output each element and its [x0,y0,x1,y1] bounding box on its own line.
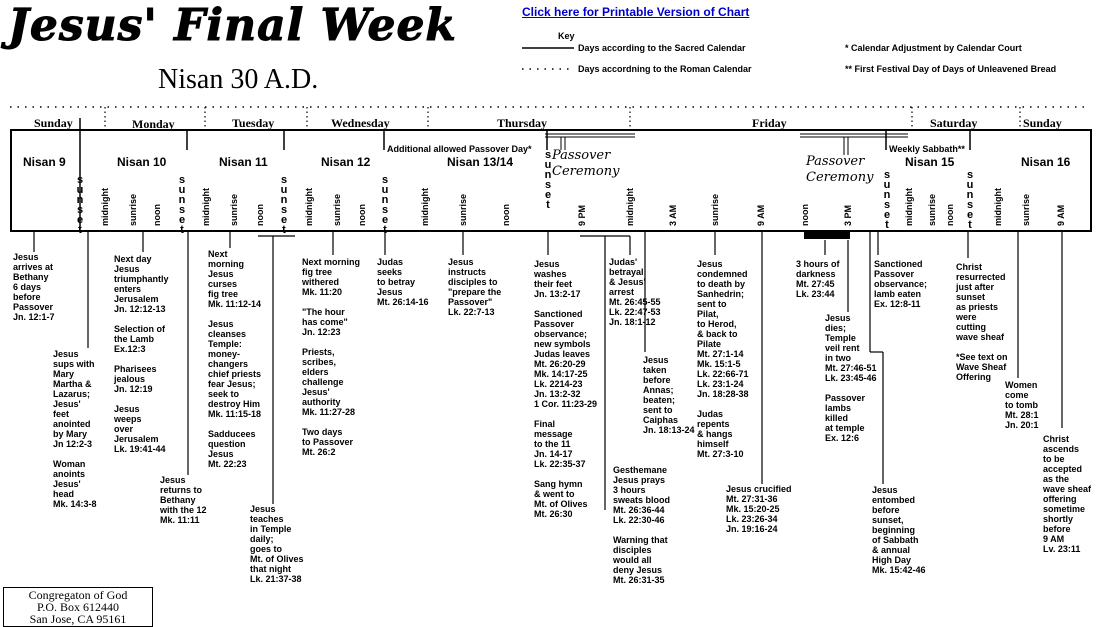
additional-passover-note: Additional allowed Passover Day* [387,144,532,154]
noon-label: noon [255,204,265,226]
event-jesus-dies: Jesus dies; Temple veil rent in two Mt. 27:46-51 Lk. 23:45-46 Passover lambs killed at temple Ex. 12:6 [825,313,877,443]
event-prepare-passover: Jesus instructs disciples to "prepare the Passover" Lk. 22:7-13 [448,257,502,317]
noon-label: noon [501,204,511,226]
key-note-calendar-court: * Calendar Adjustment by Calendar Court [845,43,1022,53]
roman-day: Friday [752,116,787,130]
sunrise-label: sunrise [1021,193,1031,226]
page-subtitle: Nisan 30 A.D. [158,64,319,95]
nisan-day: Nisan 16 [1021,155,1071,169]
3am-label: 3 AM [668,204,678,226]
event-judas-betrayal: Judas' betrayal & Jesus' arrest Mt. 26:45-55 Lk. 22:47-53 Jn. 18:1-12 [609,257,661,327]
event-washes-feet: Jesus washes their feet Jn. 13:2-17 Sanctioned Passover observance; new symbols Judas leaves Mt. 26:20-29 Mk. 14:17-25 Lk. 2214-23 Jn. 13:2-32 1 Cor. 11:23-29 Final message to the 11 Jn. 14-17 Lk. 22:35-37 Sang hymn & went to Mt. of Olives Mt. 26:30 [534,259,598,519]
midnight-label: midnight [904,188,914,226]
key-sacred-label: Days according to the Sacred Calendar [578,43,746,53]
event-teaches-temple: Jesus teaches in Temple daily; goes to Mt. of Olives that night Lk. 21:37-38 [250,504,304,584]
sunrise-label: sunrise [458,193,468,226]
passover-ceremony-label: Passover Ceremony [552,148,620,179]
nisan-day: Nisan 9 [23,155,66,169]
sunset-label: s u n s e t [381,174,389,236]
event-ascends: Christ ascends to be accepted as the wave sheaf offering sometime shortly before 9 AM Lv. 23:11 [1043,434,1092,554]
roman-day: Saturday [930,116,978,130]
sunset-label: s u n s e t [883,169,891,231]
roman-day: Sunday [34,116,73,130]
midnight-label: midnight [304,188,314,226]
sunset-label: s u n s e t [280,174,288,236]
midnight-label: midnight [201,188,211,226]
nisan-day: Nisan 13/14 [447,155,514,169]
9am-label: 9 AM [756,204,766,226]
sunrise-label: sunrise [128,193,138,226]
noon-label: noon [357,204,367,226]
event-crucified: Jesus crucified Mt. 27:31-36 Mk. 15:20-25 Lk. 23:26-34 Jn. 19:16-24 [726,484,792,534]
sunset-label: s u n s e t [966,169,974,231]
event-returns-bethany: Jesus returns to Bethany with the 12 Mk. 11:11 [160,475,207,525]
sunset-label: s u n s e t [544,149,552,211]
event-darkness: 3 hours of darkness Mt. 27:45 Lk. 23:44 [796,259,840,299]
nisan-day: Nisan 15 [905,155,955,169]
9pm-label: 9 PM [577,204,587,226]
nisan-day: Nisan 10 [117,155,167,169]
midnight-label: midnight [625,188,635,226]
address-box: Congregaton of God P.O. Box 612440 San Jose, CA 95161 [3,587,153,627]
roman-day: Monday [132,117,175,131]
key-roman-label: Days accordning to the Roman Calendar [578,64,752,74]
noon-label: noon [945,204,955,226]
page-title: Jesus' Final Week [8,0,457,51]
nisan-day: Nisan 11 [219,155,268,169]
event-arrives-bethany: Jesus arrives at Bethany 6 days before Passover Jn. 12:1-7 [13,252,55,322]
midnight-label: midnight [100,188,110,226]
sunrise-label: sunrise [710,193,720,226]
sunrise-label: sunrise [927,193,937,226]
roman-day: Wednesday [331,116,390,130]
sunset-label: s u n s e t [76,174,84,236]
event-fig-tree-withered: Next morning fig tree withered Mk. 11:20 "The hour has come" Jn. 12:23 Priests, scribes, elders challenge Jesus' authority Mk. 11:27-28 Two days to Passover Mt. 26:2 [302,257,361,457]
sunrise-label: sunrise [332,193,342,226]
passover-ceremony-label: Passover Ceremony [806,154,874,185]
event-anointing: Jesus sups with Mary Martha & Lazarus; Jesus' feet anointed by Mary Jn 12:2-3 Woman anoints Jesus' head Mk. 14:3-8 [53,349,97,509]
midnight-label: midnight [993,188,1003,226]
roman-day: Tuesday [232,116,275,130]
event-curses-fig-tree: Next morning Jesus curses fig tree Mk. 11:12-14 Jesus cleanses Temple: money- changers chief priests fear Jesus; seek to destroy Him Mk. 11:15-18 Sadducees question Jesus Mt. 22:23 [208,249,262,469]
sunrise-label: sunrise [229,193,239,226]
3pm-label: 3 PM [843,204,853,226]
event-gethsemane: Gesthemane Jesus prays 3 hours sweats blood Mt. 26:36-44 Lk. 22:30-46 Warning that disciples would all deny Jesus Mt. 26:31-35 [613,465,671,585]
event-lamb-eaten: Sanctioned Passover observance; lamb eaten Ex. 12:8-11 [874,259,928,309]
event-before-annas: Jesus taken before Annas; beaten; sent to Caiphas Jn. 18:13-24 [643,355,695,435]
noon-label: noon [800,204,810,226]
event-triumphal-entry: Next day Jesus triumphantly enters Jerusalem Jn. 12:12-13 Selection of the Lamb Ex.12:3 Pharisees jealous Jn. 12:19 Jesus weeps over Jerusalem Lk. 19:41-44 [114,254,169,454]
event-resurrected: Christ resurrected just after sunset as priests were cutting wave sheaf *See text on Wave Sheaf Offering [956,262,1008,382]
event-entombed: Jesus entombed before sunset, beginning of Sabbath & annual High Day Mk. 15:42-46 [872,485,926,575]
weekly-sabbath-note: Weekly Sabbath** [889,144,965,154]
printable-version-link[interactable]: Click here for Printable Version of Chart [522,5,750,19]
roman-day: Sunday [1023,116,1062,130]
event-condemned: Jesus condemned to death by Sanhedrin; sent to Pilat, to Herod, & back to Pilate Mt. 27:1-14 Mk. 15:1-5 Lk. 22:66-71 Lk. 23:1-24 Jn. 18:28-38 Judas repents & hangs himself Mt. 27:3-10 [697,259,749,459]
roman-day: Thursday [497,116,548,130]
sunset-label: s u n s e t [178,174,186,236]
nisan-day: Nisan 12 [321,155,371,169]
key-note-festival-day: ** First Festival Day of Days of Unleavened Bread [845,64,1057,74]
noon-label: noon [152,204,162,226]
event-women-tomb: Women come to tomb Mt. 28:1 Jn. 20:1 [1005,380,1039,430]
event-judas-seeks: Judas seeks to betray Jesus Mt. 26:14-16 [377,257,429,307]
key-heading: Key [558,31,575,41]
9am-label: 9 AM [1056,204,1066,226]
midnight-label: midnight [420,188,430,226]
